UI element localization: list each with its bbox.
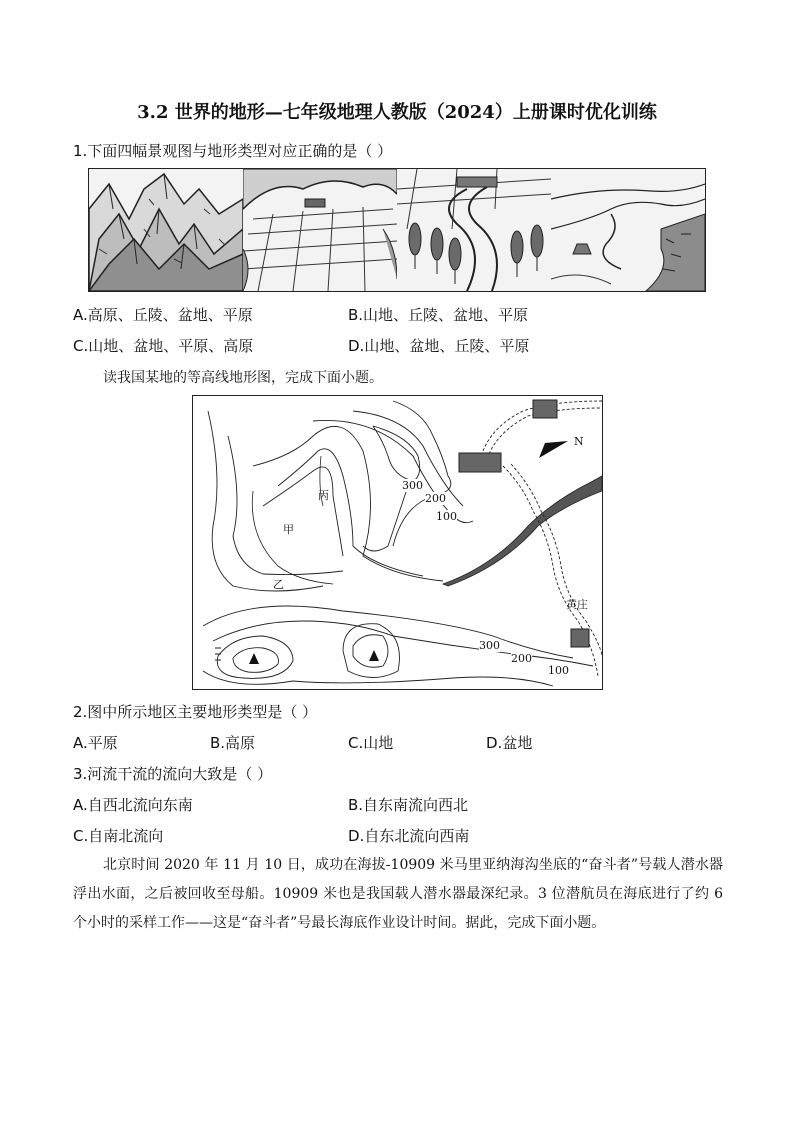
north-label: N [574, 435, 584, 448]
passage-fendouzhe: 北京时间 2020 年 11 月 10 日，成功在海拔-10909 米马里亚纳海沟坐底的“奋斗者”号载人潜水器浮出水面，之后被回收至母船。10909 米也是我国载人潜水器最深纪录。3 位潜航员在海底进行了约 6 个小时的采样工作——这是“奋斗者”号最长海底作业设计时间。据此，完成下面小题。 [73, 857, 723, 931]
question-1-option-d[interactable]: D.山地、盆地、丘陵、平原 [348, 337, 530, 355]
basin-landscape [243, 169, 397, 291]
settlement-huangzhuang [571, 629, 589, 647]
contour-label-100-north: 100 [436, 510, 457, 523]
place-bing: 丙 [318, 489, 329, 502]
map-intro: 读我国某地的等高线地形图，完成下面小题。 [103, 370, 383, 386]
place-jia: 甲 [283, 523, 294, 536]
place-yi: 乙 [273, 578, 284, 591]
settlement-mid [459, 453, 501, 472]
question-3-option-a[interactable]: A.自西北流向东南 [73, 796, 193, 814]
place-huangzhuang: 黄庄 [566, 598, 588, 611]
question-1-option-b[interactable]: B.山地、丘陵、盆地、平原 [348, 306, 529, 324]
question-1-option-a[interactable]: A.高原、丘陵、盆地、平原 [73, 306, 253, 324]
settlement-north [533, 400, 557, 418]
north-arrow [533, 441, 568, 458]
contour-label-300-north: 300 [402, 479, 423, 492]
question-3-option-c[interactable]: C.自南北流向 [73, 827, 164, 845]
mountain-landscape [89, 169, 243, 291]
page-title: 3.2 世界的地形—七年级地理人教版（2024）上册课时优化训练 [137, 102, 657, 123]
contour-label-300-south: 300 [479, 639, 500, 652]
question-2-stem: 2.图中所示地区主要地形类型是（ ） [73, 703, 318, 721]
peak-west [249, 653, 259, 664]
question-2-option-c[interactable]: C.山地 [348, 734, 394, 752]
plain-landscape [397, 169, 551, 291]
peak-east [369, 650, 379, 661]
contour-label-200-north: 200 [425, 492, 446, 505]
question-3-option-d[interactable]: D.自东北流向西南 [348, 827, 470, 845]
contour-map [192, 395, 603, 690]
question-3-option-b[interactable]: B.自东南流向西北 [348, 796, 469, 814]
question-1-stem: 1.下面四幅景观图与地形类型对应正确的是（ ） [73, 142, 393, 160]
plateau-landscape [551, 169, 705, 291]
question-2-option-a[interactable]: A.平原 [73, 734, 118, 752]
question-3-stem: 3.河流干流的流向大致是（ ） [73, 765, 273, 783]
contour-label-100-south: 100 [548, 664, 569, 677]
question-1-option-c[interactable]: C.山地、盆地、平原、高原 [73, 337, 254, 355]
landscape-images [88, 168, 706, 292]
question-2-option-b[interactable]: B.高原 [210, 734, 256, 752]
contour-label-200-south: 200 [511, 652, 532, 665]
question-2-option-d[interactable]: D.盆地 [486, 734, 533, 752]
